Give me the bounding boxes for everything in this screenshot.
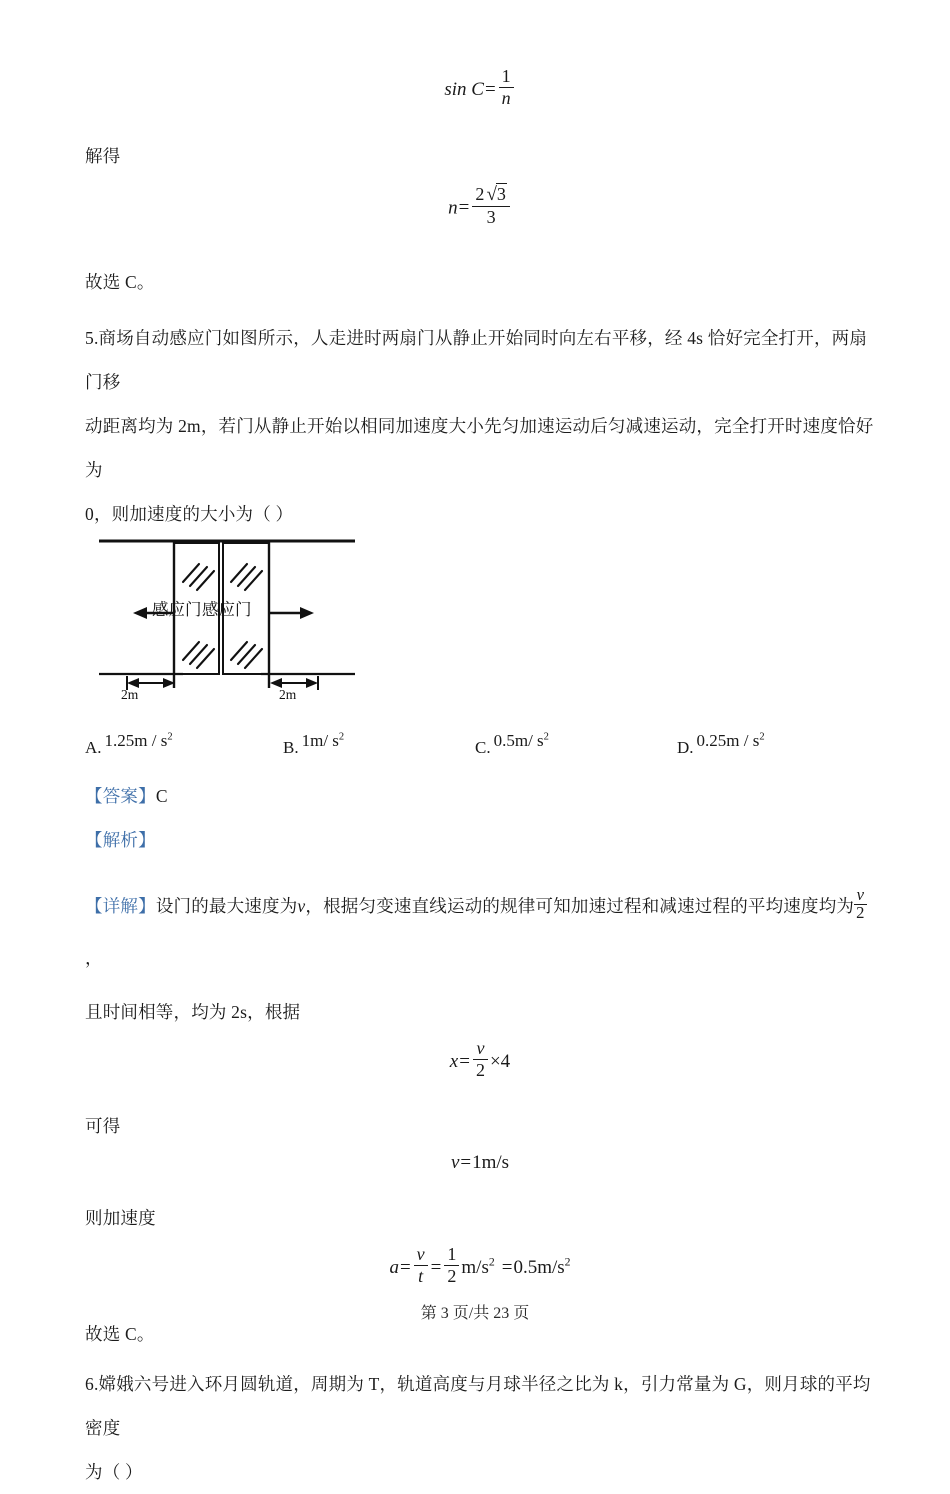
equation-x xyxy=(85,1038,875,1098)
x-equals: = xyxy=(459,1050,470,1072)
detail-text-b: ，根据匀变速直线运动的规律可知加速过程和减速过程的平均速度均为 xyxy=(305,896,855,916)
right-door-label: 感应门 xyxy=(202,600,252,619)
sinC-denominator: n xyxy=(501,88,511,109)
option-b-letter: B. xyxy=(283,738,299,757)
a-lhs: a xyxy=(389,1256,399,1278)
q5-time-line: 且时间相等，均为 2s，根据 xyxy=(85,1002,301,1022)
n-fraction xyxy=(472,185,510,227)
option-c-letter: C. xyxy=(475,738,491,757)
option-c-value: 0.5m/ $s^2$ xyxy=(493,731,549,750)
a-unit-exponent: 2 xyxy=(488,1255,495,1269)
q6-number: 6. xyxy=(85,1374,99,1394)
x-lhs: x xyxy=(449,1050,459,1072)
a-result: 0.5m/s xyxy=(513,1256,565,1278)
detail-frac-denominator: 2 xyxy=(856,902,865,922)
x-fraction xyxy=(473,1039,488,1080)
q5-conclusion: 故选 C。 xyxy=(85,1324,155,1344)
page-footer: 第 3 页/共 23 页 xyxy=(420,1305,530,1322)
q5-stem-line-1 xyxy=(85,316,875,404)
option-d-value: $0.25m / s^2$ xyxy=(696,731,765,750)
detail-fraction-v-over-2 xyxy=(854,887,867,921)
detail-label: 【详解】 xyxy=(85,896,156,916)
sinC-lhs: sin C xyxy=(444,78,484,100)
sinC-fraction xyxy=(499,67,514,108)
answer-label: 【答案】 xyxy=(85,786,156,806)
sqrt-icon: √3 xyxy=(486,184,506,206)
v-lhs: v xyxy=(450,1152,460,1173)
equation-sinC xyxy=(85,66,875,126)
q5-detail-line xyxy=(85,880,875,984)
q5-stem-text-1: 商场自动感应门如图所示，人走进时两扇门从静止开始同时向左右平移，经 4s 恰好完全打开，两扇门移 xyxy=(85,328,868,392)
equation-a xyxy=(85,1244,875,1304)
answer-value: C xyxy=(155,786,168,806)
option-a-letter: A. xyxy=(85,738,102,757)
q6-stem-line-1 xyxy=(85,1362,875,1450)
x-denominator: 2 xyxy=(475,1060,485,1081)
page-content xyxy=(85,0,875,1494)
sensor-door-diagram-svg xyxy=(97,536,357,704)
detail-text-c: ， xyxy=(85,948,103,968)
glass-hatch-icon xyxy=(231,564,262,590)
option-d-letter: D. xyxy=(677,738,694,757)
q5-stem-line-2: 动距离均为 2m，若门从静止开始以相同加速度大小先匀加速运动后匀减速运动，完全打开时速度恰好为 xyxy=(85,416,874,480)
n-equals: = xyxy=(458,197,470,219)
option-a[interactable] xyxy=(85,731,173,758)
glass-hatch-icon xyxy=(231,642,262,668)
q6-stem-line-2: 为（ ） xyxy=(85,1462,143,1482)
option-b[interactable] xyxy=(283,731,345,758)
q5-answer-line xyxy=(85,774,875,818)
detail-text-a: 设门的最大速度为 xyxy=(155,896,298,916)
left-dimension-label: 2m xyxy=(121,687,139,702)
q4-conclusion: 故选 C。 xyxy=(85,272,155,292)
detail-variable-v: v xyxy=(297,896,306,916)
n-radicand: 3 xyxy=(496,184,506,205)
x-times-four: ×4 xyxy=(489,1050,511,1072)
sinC-equals: = xyxy=(484,78,496,100)
sensor-door-figure xyxy=(97,536,357,704)
q5-then-line: 则加速度 xyxy=(85,1208,156,1228)
solve-label: 解得 xyxy=(85,146,121,166)
a-result-exponent: 2 xyxy=(564,1255,571,1269)
sinC-numerator: 1 xyxy=(499,67,514,88)
q5-stem-line-3: 0，则加速度的大小为（ ） xyxy=(85,504,294,524)
option-d[interactable] xyxy=(677,731,765,758)
a-equals-3: = xyxy=(501,1256,513,1278)
n-denominator: 3 xyxy=(486,207,496,228)
equation-n-value xyxy=(85,184,875,250)
n-numerator xyxy=(472,185,510,207)
detail-frac-numerator: v xyxy=(854,887,867,905)
a-equals-2: = xyxy=(430,1256,442,1278)
a-f1-denominator: t xyxy=(418,1266,424,1287)
n-coefficient: 2 xyxy=(475,184,485,205)
v-value: 1m/s xyxy=(472,1152,510,1173)
q5-options-row xyxy=(85,718,875,758)
glass-hatch-icon xyxy=(183,642,214,668)
v-equals: = xyxy=(460,1152,472,1173)
a-f2-numerator: 1 xyxy=(444,1245,459,1266)
arrow-right-icon xyxy=(269,607,314,619)
a-f2-denominator: 2 xyxy=(447,1266,457,1287)
a-fraction-one-half xyxy=(444,1245,459,1286)
option-a-value: $1.25m / s^2$ xyxy=(104,731,173,750)
q6-stem-text-1: 嫦娥六号进入环月圆轨道，周期为 T，轨道高度与月球半径之比为 k，引力常量为 G，则月球的平均密度 xyxy=(85,1374,871,1438)
a-unit: m/s xyxy=(461,1256,489,1278)
glass-hatch-icon xyxy=(183,564,214,590)
right-dimension-label: 2m xyxy=(279,687,297,702)
analysis-label: 【解析】 xyxy=(85,830,156,850)
left-door-label: 感应门 xyxy=(152,600,202,619)
q5-number: 5. xyxy=(85,328,99,348)
option-c[interactable] xyxy=(475,731,549,758)
x-numerator: v xyxy=(473,1039,488,1060)
n-lhs: n xyxy=(448,197,458,219)
a-fraction-v-over-t xyxy=(414,1245,428,1286)
option-b-value: 1m/ $s^2$ xyxy=(301,731,345,750)
a-equals-1: = xyxy=(399,1256,411,1278)
q5-kede-line: 可得 xyxy=(85,1116,121,1136)
equation-v xyxy=(85,1152,875,1190)
a-f1-numerator: v xyxy=(414,1245,428,1266)
